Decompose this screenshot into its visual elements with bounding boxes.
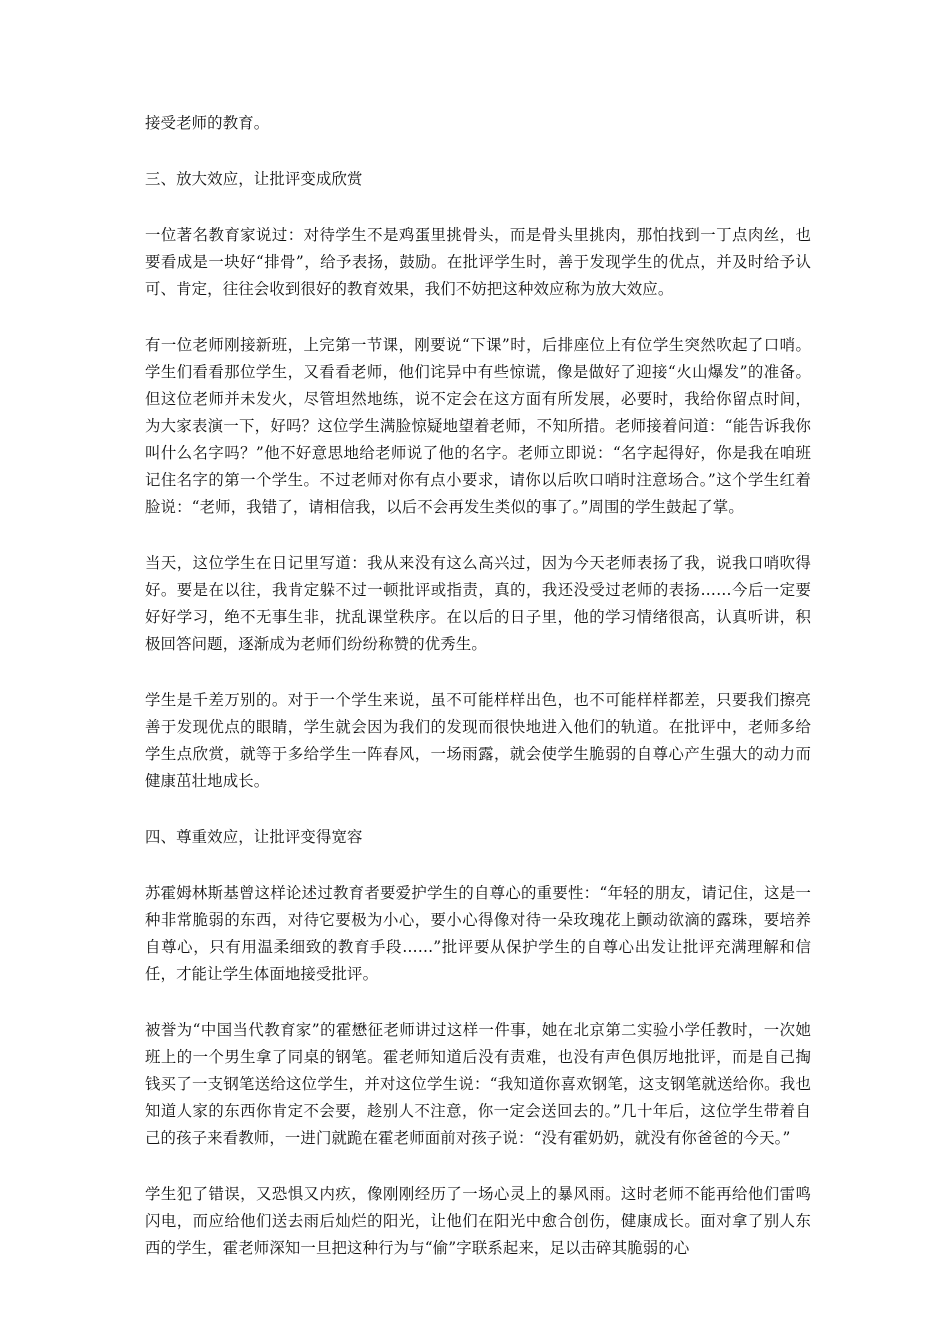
section-heading-3: 三、放大效应，让批评变成欣赏 bbox=[145, 170, 363, 188]
document-body bbox=[145, 110, 811, 1262]
paragraph-self-esteem-quote: 苏霍姆林斯基曾这样论述过教育者要爱护学生的自尊心的重要性：“年轻的朋友，请记住，这是一种非常脆弱的东西，对待它要极为小心，要小心得像对待一朵玫瑰花上颤动欲滴的露珠，要培养自尊心，只有用温柔细致的教育手段……”批评要从保护学生的自尊心出发让批评充满理解和信任，才能让学生体面地接受批评。 bbox=[145, 884, 811, 983]
paragraph-pen-story: 被誉为“中国当代教育家”的霍懋征老师讲过这样一件事，她在北京第二实验小学任教时，一次她班上的一个男生拿了同桌的钢笔。霍老师知道后没有责难，也没有声色俱厉地批评，而是自己掏钱买了一支钢笔送给这位学生，并对这位学生说：“我知道你喜欢钢笔，这支钢笔就送给你。我也知道人家的东西你肯定不会要，趁别人不注意，你一定会送回去的。”几十年后，这位学生带着自己的孩子来看教师，一进门就跪在霍老师面前对孩子说：“没有霍奶奶，就没有你爸爸的今天。” bbox=[145, 1021, 811, 1147]
paragraph-whistle-story: 有一位老师刚接新班，上完第一节课，刚要说“下课”时，后排座位上有位学生突然吹起了口哨。学生们看看那位学生，又看看老师，他们诧异中有些惊谎，像是做好了迎接“火山爆发”的准备。但这位老师并未发火，尽管坦然地练，说不定会在这方面有所发展，必要时，我给你留点时间，为大家表演一下，好吗？这位学生满脸惊疑地望着老师，不知所措。老师接着问道：“能告诉我你叫什么名字吗？”他不好意思地给老师说了他的名字。老师立即说：“名字起得好，你是我在咱班记住名字的第一个学生。不过老师对你有点小要求，请你以后吹口哨时注意场合。”这个学生红着脸说：“老师，我错了，请相信我，以后不会再发生类似的事了。”周围的学生鼓起了掌。 bbox=[145, 336, 811, 516]
section-heading-4: 四、尊重效应，让批评变得宽容 bbox=[145, 828, 363, 846]
paragraph-intro-fragment: 接受老师的教育。 bbox=[145, 114, 270, 132]
paragraph-diary: 当天，这位学生在日记里写道：我从来没有这么高兴过，因为今天老师表扬了我，说我口哨吹得好。要是在以往，我肯定躲不过一顿批评或指责，真的，我还没受过老师的表扬……今后一定要好好学习，绝不无事生非，扰乱课堂秩序。在以后的日子里，他的学习情绪很高，认真听讲，积极回答问题，逐渐成为老师们纷纷称赞的优秀生。 bbox=[145, 554, 811, 653]
paragraph-amplify-definition: 一位著名教育家说过：对待学生不是鸡蛋里挑骨头，而是骨头里挑肉，那怕找到一丁点肉丝，也要看成是一块好“排骨”，给予表扬，鼓励。在批评学生时，善于发现学生的优点，并及时给予认可、肯定，往往会收到很好的教育效果，我们不妨把这种效应称为放大效应。 bbox=[145, 226, 811, 298]
paragraph-sunshine: 学生犯了错误，又恐惧又内疚，像刚刚经历了一场心灵上的暴风雨。这时老师不能再给他们雷鸣闪电，而应给他们送去雨后灿烂的阳光，让他们在阳光中愈合创伤，健康成长。面对拿了别人东西的学生，霍老师深知一旦把这种行为与“偷”字联系起来，足以击碎其脆弱的心 bbox=[145, 1185, 811, 1257]
paragraph-appreciation: 学生是千差万别的。对于一个学生来说，虽不可能样样出色，也不可能样样都差，只要我们擦亮善于发现优点的眼睛，学生就会因为我们的发现而很快地进入他们的轨道。在批评中，老师多给学生点欣赏，就等于多给学生一阵春风，一场雨露，就会使学生脆弱的自尊心产生强大的动力而健康茁壮地成长。 bbox=[145, 691, 811, 790]
